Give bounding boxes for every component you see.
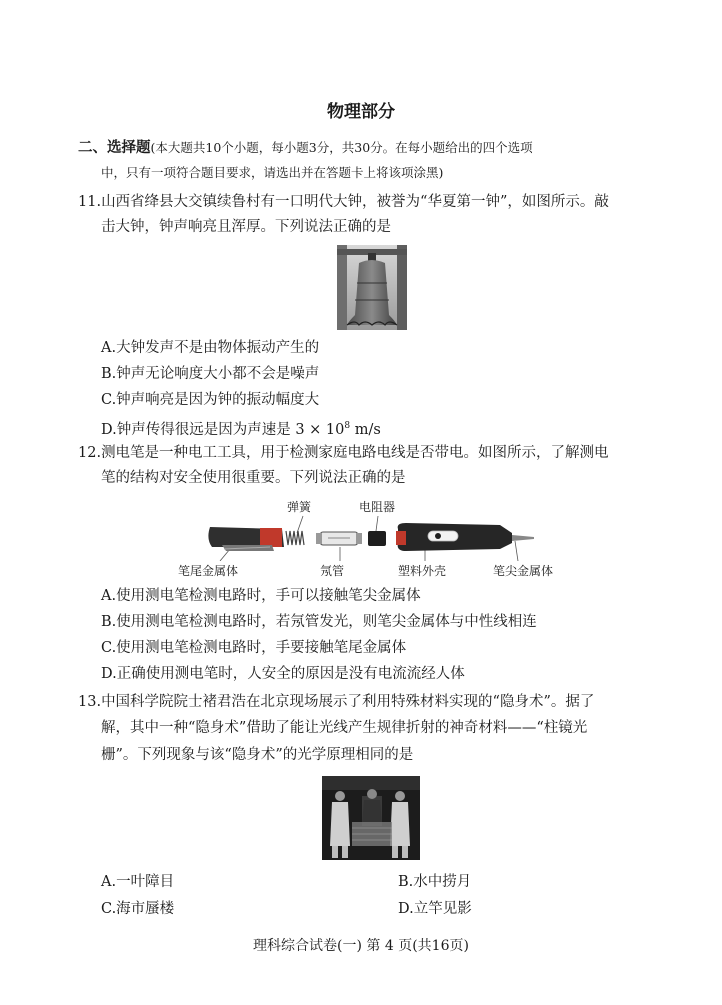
q12-option-a: A.使用测电笔检测电路时，手可以接触笔尖金属体 — [101, 588, 421, 604]
section-instruction-2: 中，只有一项符合题目要求，请选出并在答题卡上将该项涂黑) — [101, 165, 444, 180]
q13-option-b: B.水中捞月 — [398, 874, 472, 890]
label-plastic-shell: 塑料外壳 — [398, 564, 447, 578]
page-title: 物理部分 — [327, 102, 395, 122]
q12-number: 12. — [78, 445, 102, 461]
label-spring: 弹簧 — [287, 500, 312, 514]
q13-stem-text-1: 中国科学院院士褚君浩在北京现场展示了利用特殊材料实现的“隐身术”。据了 — [101, 694, 595, 710]
leader-spring — [297, 516, 303, 533]
q13-stem-line-2: 解，其中一种“隐身术”借助了能让光线产生规律折射的神奇材料——“柱镜光 — [101, 720, 588, 736]
label-neon-tube: 氖管 — [320, 564, 345, 578]
q13-option-a: A.一叶障目 — [101, 874, 175, 890]
test-pen-diagram — [200, 513, 540, 561]
leader-tip — [515, 541, 518, 561]
q13-option-d: D.立竿见影 — [398, 901, 472, 917]
q12-option-d: D.正确使用测电笔时，人安全的原因是没有电流流经人体 — [101, 666, 465, 682]
section-label: 二、选择题 — [78, 140, 151, 156]
q12-option-c: C.使用测电笔检测电路时，手要接触笔尾金属体 — [101, 640, 407, 656]
pen-metal-tip — [512, 535, 534, 541]
leader-resistor — [376, 516, 378, 531]
page-footer: 理科综合试卷(一) 第 4 页(共16页) — [253, 938, 469, 954]
pen-neon-tube — [316, 532, 362, 545]
q12-stem-line-2: 笔的结构对安全使用很重要。下列说法正确的是 — [101, 470, 406, 486]
bell-photo — [337, 245, 407, 330]
q11-option-d-text: D.钟声传得很远是因为声速是 3 × 10 — [101, 421, 345, 438]
section-heading — [78, 138, 533, 158]
q12-stem-text-1: 测电笔是一种电工工具，用于检测家庭电路电线是否带电。如图所示，了解测电 — [101, 445, 609, 461]
label-tail-metal: 笔尾金属体 — [178, 564, 239, 578]
label-resistor: 电阻器 — [359, 500, 396, 514]
q13-stem-line-1 — [78, 692, 594, 712]
q11-number: 11. — [78, 194, 102, 210]
q11-option-b: B.钟声无论响度大小都不会是噪声 — [101, 366, 320, 382]
q11-option-d-exponent: 8 — [344, 421, 351, 431]
label-tip-metal: 笔尖金属体 — [493, 564, 554, 578]
invisibility-demo-photo — [322, 776, 420, 860]
q11-option-d — [101, 416, 381, 440]
pen-tail-cap — [208, 527, 284, 551]
q13-number: 13. — [78, 694, 102, 710]
q13-option-c: C.海市蜃楼 — [101, 901, 175, 917]
pen-shell — [396, 523, 512, 551]
q11-option-c: C.钟声响亮是因为钟的振动幅度大 — [101, 392, 320, 408]
q12-option-b: B.使用测电笔检测电路时，若氖管发光，则笔尖金属体与中性线相连 — [101, 614, 537, 630]
pen-spring — [286, 531, 304, 545]
pen-resistor — [368, 531, 386, 546]
q13-stem-line-3: 栅”。下列现象与该“隐身术”的光学原理相同的是 — [101, 747, 414, 763]
section-instruction-1: (本大题共10个小题，每小题3分，共30分。在每小题给出的四个选项 — [150, 140, 533, 155]
q11-option-d-unit: m/s — [350, 421, 381, 438]
q11-option-a: A.大钟发声不是由物体振动产生的 — [101, 340, 320, 356]
q11-stem-line-2: 击大钟，钟声响亮且浑厚。下列说法正确的是 — [101, 219, 391, 235]
q11-stem-line-1 — [78, 192, 609, 212]
q11-stem-text-1: 山西省绛县大交镇续鲁村有一口明代大钟，被誉为“华夏第一钟”，如图所示。敲 — [101, 194, 609, 210]
q12-stem-line-1 — [78, 443, 609, 463]
